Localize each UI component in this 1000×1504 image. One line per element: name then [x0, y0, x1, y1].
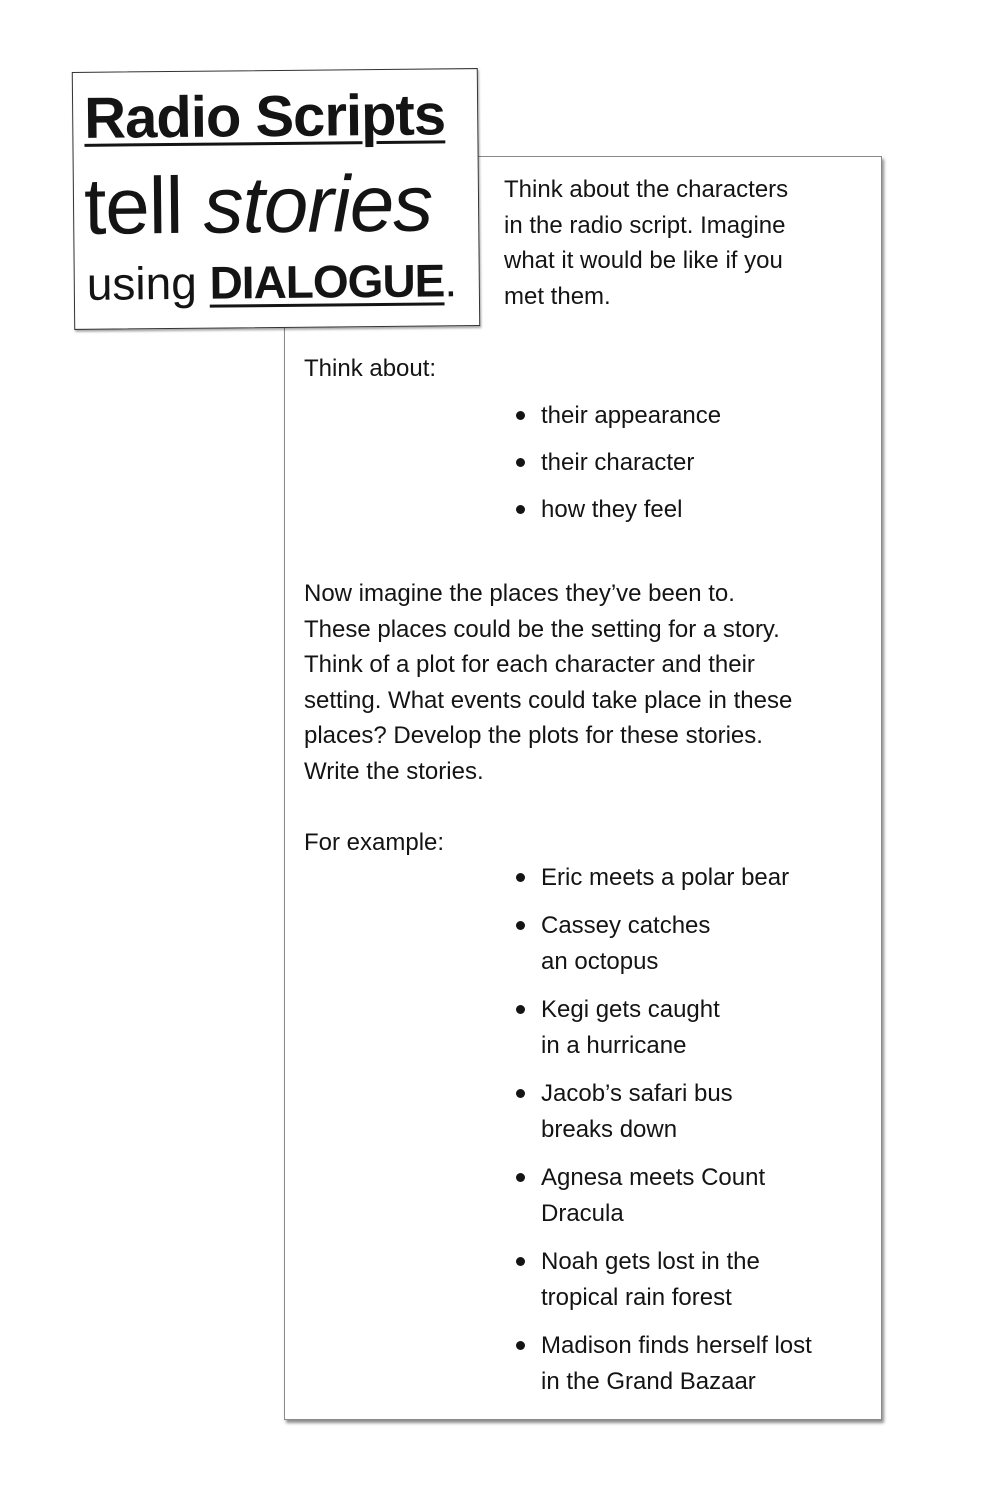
list-item: Madison finds herself lost in the Grand Bazaar	[514, 1328, 812, 1400]
intro-line: in the radio script. Imagine	[504, 211, 786, 239]
list-item: Agnesa meets Count Dracula	[514, 1160, 812, 1232]
title-box	[72, 68, 480, 330]
title-stories: stories	[203, 158, 433, 250]
list-item: their appearance	[514, 398, 721, 434]
intro-line: Think about the characters	[504, 176, 789, 203]
bullet-icon	[516, 1257, 525, 1266]
list-item: Noah gets lost in the tropical rain forest	[514, 1244, 812, 1316]
for-example-heading: For example:	[304, 829, 445, 856]
bullet-icon	[516, 505, 525, 514]
body-paragraph	[304, 576, 792, 789]
list-item: Kegi gets caught in a hurricane	[514, 992, 812, 1064]
title-dialogue: DIALOGUE	[209, 254, 445, 309]
intro-text	[504, 172, 788, 314]
title-period: .	[444, 254, 458, 307]
example-list	[514, 860, 812, 1412]
bullet-icon	[516, 1089, 525, 1098]
title-using-dialogue	[87, 253, 458, 311]
paragraph-line: Think of a plot for each character and their	[304, 651, 755, 678]
list-item: Eric meets a polar bear	[514, 860, 812, 896]
paragraph-line: Now imagine the places they’ve been to.	[304, 580, 735, 607]
list-item: their character	[514, 445, 721, 481]
bullet-icon	[516, 873, 525, 882]
paragraph-line: These places could be the setting for a story.	[304, 615, 780, 643]
list-item: Cassey catches an octopus	[514, 908, 812, 980]
intro-line: met them.	[504, 282, 611, 310]
bullet-icon	[516, 458, 525, 467]
title-radio-scripts: Radio Scripts	[83, 82, 446, 151]
bullet-icon	[516, 921, 525, 930]
title-using: using	[86, 256, 210, 310]
bullet-icon	[516, 1341, 525, 1350]
bullet-icon	[516, 411, 525, 420]
bullet-icon	[516, 1005, 525, 1014]
list-item: how they feel	[514, 492, 721, 528]
intro-line: what it would be like if you	[504, 247, 783, 274]
think-about-list	[514, 398, 721, 539]
paragraph-line: setting. What events could take place in these	[304, 686, 793, 714]
think-about-heading: Think about:	[304, 355, 437, 382]
paragraph-line: places? Develop the plots for these stories.	[304, 722, 763, 749]
paragraph-line: Write the stories.	[304, 757, 484, 785]
list-item: Jacob’s safari bus breaks down	[514, 1076, 812, 1148]
bullet-icon	[516, 1173, 525, 1182]
title-tell-stories	[84, 158, 433, 253]
title-tell: tell	[83, 160, 204, 251]
